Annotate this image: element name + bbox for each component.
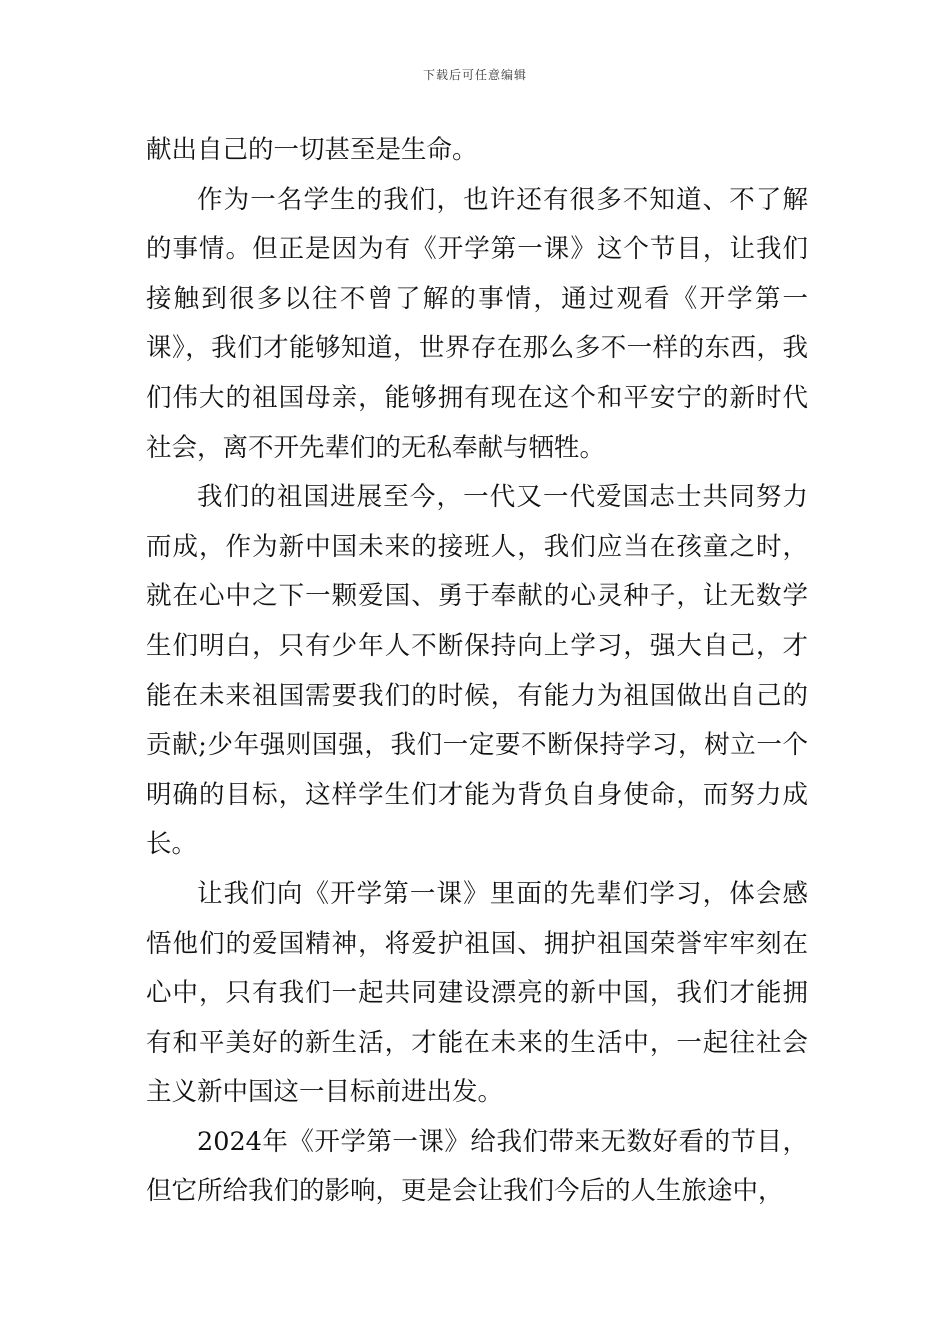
paragraph-4: 让我们向《开学第一课》里面的先辈们学习，体会感悟他们的爱国精神，将爱护祖国、拥护祖国荣誉牢牢刻在心中，只有我们一起共同建设漂亮的新中国，我们才能拥有和平美好的新生活，才能在未来的生活中，一起往社会主义新中国这一目标前进出发。 [146, 878, 808, 1108]
paragraph-5: 2024年《开学第一课》给我们带来无数好看的节目，但它所给我们的影响，更是会让我们今后的人生旅途中， [146, 1126, 808, 1207]
paragraph-2: 作为一名学生的我们，也许还有很多不知道、不了解的事情。但正是因为有《开学第一课》这个节目，让我们接触到很多以往不曾了解的事情，通过观看《开学第一课》，我们才能够知道，世界存在那么多不一样的东西，我们伟大的祖国母亲，能够拥有现在这个和平安宁的新时代社会，离不开先辈们的无私奉献与牺牲。 [146, 184, 808, 463]
paragraph-3: 我们的祖国进展至今，一代又一代爱国志士共同努力而成，作为新中国未来的接班人，我们应当在孩童之时，就在心中之下一颗爱国、勇于奉献的心灵种子，让无数学生们明白，只有少年人不断保持向上学习，强大自己，才能在未来祖国需要我们的时候，有能力为祖国做出自己的贡献;少年强则国强，我们一定要不断保持学习，树立一个明确的目标，这样学生们才能为背负自身使命，而努力成长。 [146, 482, 808, 860]
paragraph-1: 献出自己的一切甚至是生命。 [146, 135, 478, 165]
page-header: 下载后可任意编辑 [422, 68, 527, 82]
document-body [146, 126, 808, 1217]
